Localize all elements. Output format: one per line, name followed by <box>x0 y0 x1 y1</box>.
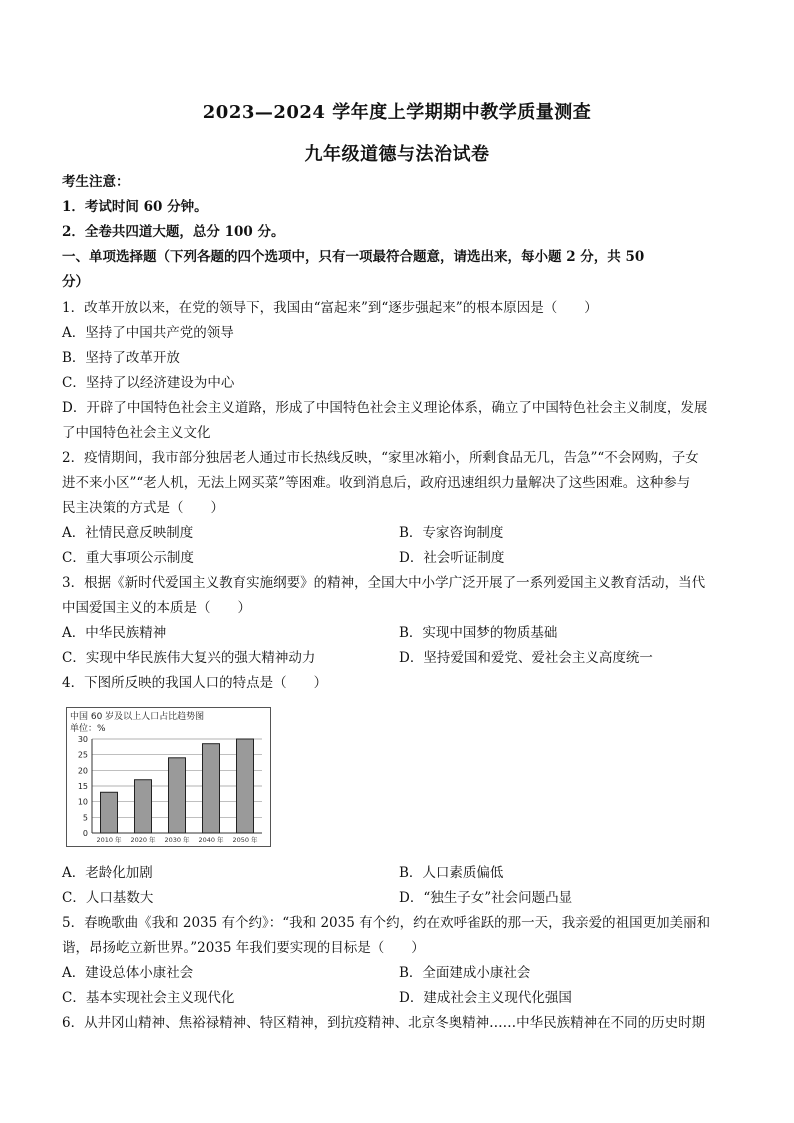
q3-option-d: D．坚持爱国和爱党、爱社会主义高度统一 <box>399 650 653 666</box>
x-tick-label: 2020 年 <box>130 836 156 844</box>
notice-item-2: 2．全卷共四道大题，总分 100 分。 <box>62 224 285 240</box>
q4-option-d: D．“独生子女”社会问题凸显 <box>399 890 573 906</box>
bar-chart-svg <box>66 707 271 847</box>
x-tick-label: 2050 年 <box>232 836 258 844</box>
q6-stem-1: 6．从井冈山精神、焦裕禄精神、特区精神，到抗疫精神、北京冬奥精神……中华民族精神在不同的历史时期 <box>62 1015 706 1031</box>
y-tick-label: 30 <box>77 735 88 744</box>
q5-option-b: B．全面建成小康社会 <box>399 965 531 981</box>
chart-title: 中国 60 岁及以上人口占比趋势图 <box>70 712 205 722</box>
q4-option-a: A．老龄化加剧 <box>62 865 153 881</box>
y-tick-label: 5 <box>82 813 88 823</box>
x-tick-label: 2040 年 <box>198 836 224 844</box>
q1-option-b: B．坚持了改革开放 <box>62 350 180 366</box>
notice-item-1: 1．考试时间 60 分钟。 <box>62 199 208 215</box>
q5-option-d: D．建成社会主义现代化强国 <box>399 990 572 1006</box>
notice-heading: 考生注意： <box>62 174 130 190</box>
q5-stem-1: 5．春晚歌曲《我和 2035 有个约》：“我和 2035 有个约，约在欢呼雀跃的那一天，我亲爱的祖国更加美丽和 <box>62 915 711 931</box>
x-tick-label: 2010 年 <box>96 836 122 844</box>
q1-option-c: C．坚持了以经济建设为中心 <box>62 375 235 391</box>
bar-2 <box>135 780 152 833</box>
y-tick-label: 10 <box>77 797 88 807</box>
y-tick-label: 25 <box>77 750 88 760</box>
y-tick-label: 0 <box>82 829 88 838</box>
q3-option-b: B．实现中国梦的物质基础 <box>399 625 558 641</box>
bar-1 <box>101 792 118 833</box>
q1-option-d: D．开辟了中国特色社会主义道路，形成了中国特色社会主义理论体系，确立了中国特色社会主义制度，发展 <box>62 400 708 416</box>
q2-stem-2: 进不来小区”“老人机，无法上网买菜”等困难。收到消息后，政府迅速组织力量解决了这些困难。这种参与 <box>62 475 691 491</box>
bar-4 <box>203 744 220 833</box>
q2-option-c: C．重大事项公示制度 <box>62 550 194 566</box>
q1-option-d-cont: 了中国特色社会主义文化 <box>62 425 211 441</box>
q2-option-a: A．社情民意反映制度 <box>62 525 194 541</box>
q4-stem: 4．下图所反映的我国人口的特点是（ ） <box>62 675 328 691</box>
q2-option-b: B．专家咨询制度 <box>399 525 504 541</box>
chart-unit: 单位：% <box>70 724 106 734</box>
q5-stem-2: 谐，昂扬屹立新世界。”2035 年我们要实现的目标是（ ） <box>62 940 425 956</box>
q5-option-c: C．基本实现社会主义现代化 <box>62 990 235 1006</box>
q4-option-b: B．人口素质偏低 <box>399 865 504 881</box>
x-tick-label: 2030 年 <box>164 836 190 844</box>
q2-stem-1: 2．疫情期间，我市部分独居老人通过市长热线反映，“家里冰箱小，所剩食品无几，告急”“不会网购，子女 <box>62 450 699 466</box>
q1-option-a: A．坚持了中国共产党的领导 <box>62 325 234 341</box>
q3-stem-1: 3．根据《新时代爱国主义教育实施纲要》的精神，全国大中小学广泛开展了一系列爱国主义教育活动，当代 <box>62 575 706 591</box>
q2-option-d: D．社会听证制度 <box>399 550 505 566</box>
q3-option-c: C．实现中华民族伟大复兴的强大精神动力 <box>62 650 316 666</box>
q4-option-c: C．人口基数大 <box>62 890 154 906</box>
y-tick-label: 15 <box>77 782 88 791</box>
section1-heading-cont: 分） <box>62 274 89 290</box>
q2-stem-3: 民主决策的方式是（ ） <box>62 500 224 516</box>
population-aging-chart <box>66 707 271 847</box>
q1-stem: 1．改革开放以来，在党的领导下，我国由“富起来”到“逐步强起来”的根本原因是（ ） <box>62 300 598 316</box>
q3-option-a: A．中华民族精神 <box>62 625 167 641</box>
exam-title: 2023—2024 学年度上学期期中教学质量测查 <box>202 102 592 123</box>
exam-subtitle: 九年级道德与法治试卷 <box>304 144 490 165</box>
q3-stem-2: 中国爱国主义的本质是（ ） <box>62 600 251 616</box>
bar-3 <box>169 758 186 833</box>
section1-heading: 一、单项选择题（下列各题的四个选项中，只有一项最符合题意，请选出来，每小题 2 分，共 50 <box>62 249 645 265</box>
bar-5 <box>237 739 254 833</box>
y-tick-label: 20 <box>77 766 88 776</box>
q5-option-a: A．建设总体小康社会 <box>62 965 194 981</box>
